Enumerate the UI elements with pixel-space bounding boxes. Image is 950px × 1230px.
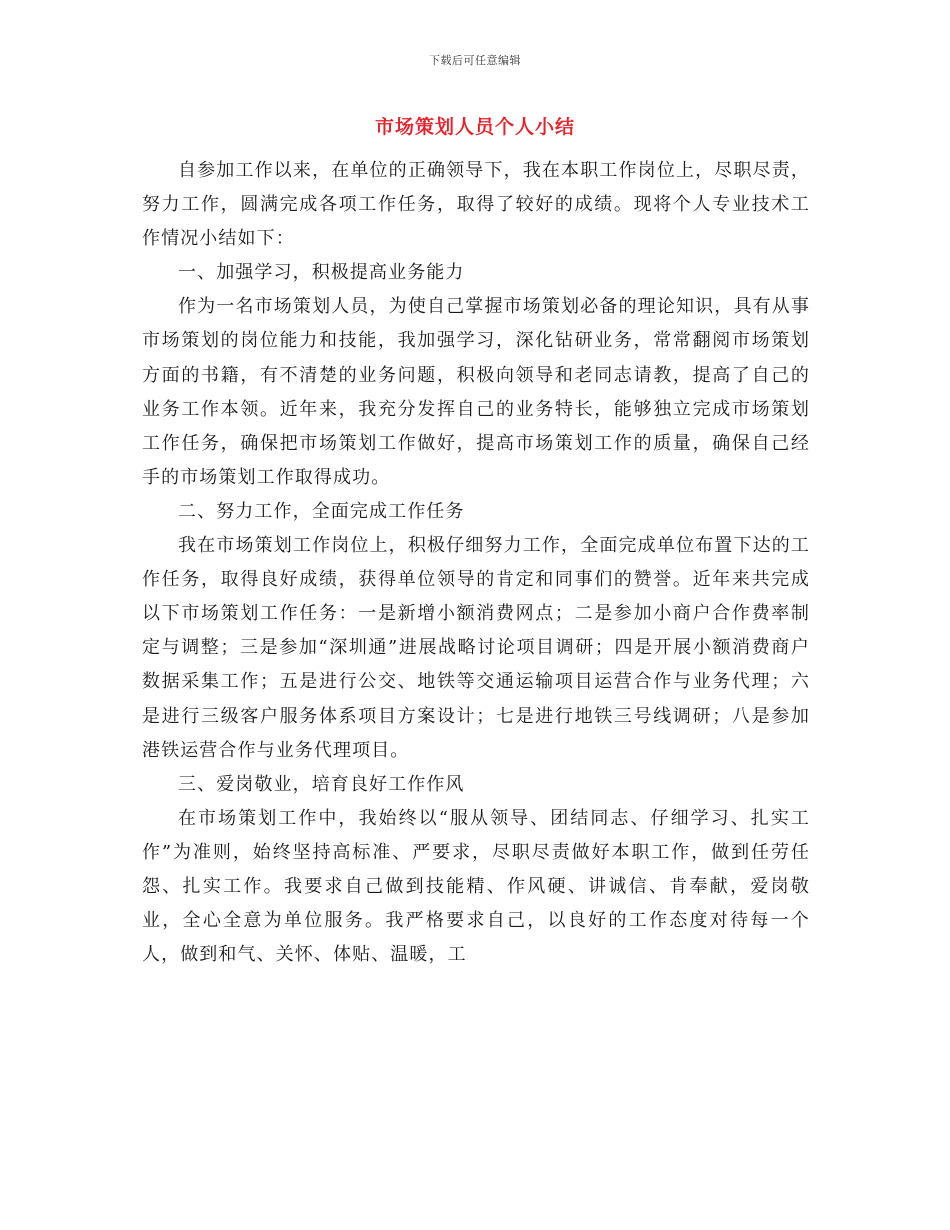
header-note: 下载后可任意编辑: [429, 54, 521, 67]
paragraph-section-1: 作为一名市场策划人员，为使自己掌握市场策划必备的理论知识，具有从事市场策划的岗位能力和技能，我加强学习，深化钻研业务，常常翻阅市场策划方面的书籍，有不清楚的业务问题，积极向领导和老同志请教，提高了自己的业务工作本领。近年来，我充分发挥自己的业务特长，能够独立完成市场策划工作任务，确保把市场策划工作做好，提高市场策划工作的质量，确保自己经手的市场策划工作取得成功。: [142, 296, 810, 488]
paragraph-intro: 自参加工作以来，在单位的正确领导下，我在本职工作岗位上，尽职尽责，努力工作，圆满完成各项工作任务，取得了较好的成绩。现将个人专业技术工作情况小结如下：: [142, 160, 810, 250]
document-title: 市场策划人员个人小结: [374, 116, 575, 138]
paragraph-section-3: 在市场策划工作中，我始终以“服从领导、团结同志、仔细学习、扎实工作”为准则，始终坚持高标准、严要求，尽职尽责做好本职工作，做到任劳任怨、扎实工作。我要求自己做到技能精、作风硬、讲诚信、肯奉献，爱岗敬业，全心全意为单位服务。我严格要求自己，以良好的工作态度对待每一个人，做到和气、关怀、体贴、温暖，工: [142, 807, 810, 966]
section-heading-2: 二、努力工作，全面完成工作任务: [178, 500, 465, 522]
section-heading-3: 三、爱岗敬业，培育良好工作作风: [178, 773, 465, 795]
document-body: [142, 154, 810, 972]
section-heading-1: 一、加强学习，积极提高业务能力: [178, 262, 465, 284]
paragraph-section-2: 我在市场策划工作岗位上，积极仔细努力工作，全面完成单位布置下达的工作任务，取得良好成绩，获得单位领导的肯定和同事们的赞誉。近年来共完成以下市场策划工作任务：一是新增小额消费网点；二是参加小商户合作费率制定与调整；三是参加“深圳通”进展战略讨论项目调研；四是开展小额消费商户数据采集工作；五是进行公交、地铁等交通运输项目运营合作与业务代理；六是进行三级客户服务体系项目方案设计；七是进行地铁三号线调研；八是参加港铁运营合作与业务代理项目。: [142, 535, 810, 761]
